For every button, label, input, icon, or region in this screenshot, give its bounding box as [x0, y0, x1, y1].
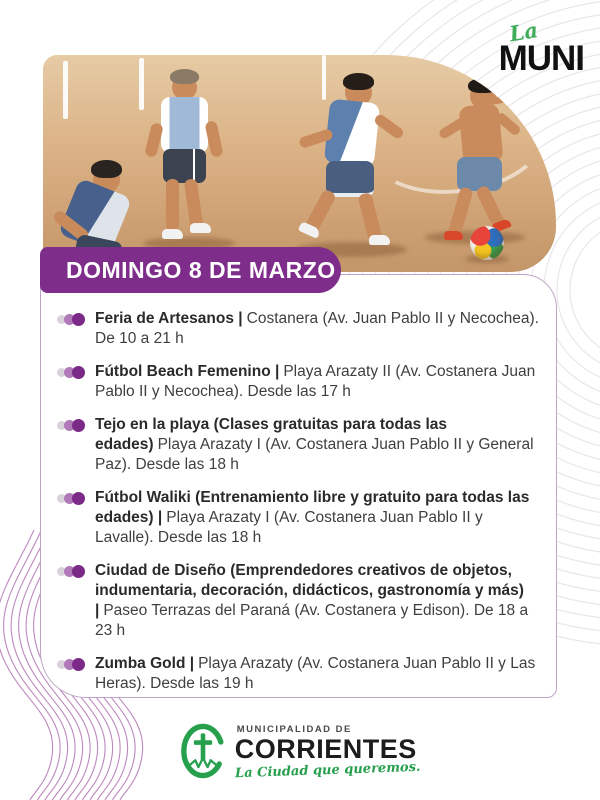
bullet-dots-icon: [55, 654, 95, 694]
date-banner: [40, 247, 341, 293]
player-figure: [428, 83, 528, 248]
la-muni-logo-muni: MUNI: [498, 39, 584, 78]
event-item: [55, 654, 542, 694]
event-text: [95, 415, 542, 475]
municipality-line1: MUNICIPALIDAD DE: [236, 724, 352, 736]
events-panel: [40, 274, 557, 698]
la-muni-logo-la: La: [507, 17, 540, 47]
event-text: [95, 309, 542, 349]
event-item: [55, 415, 542, 475]
event-item: [55, 488, 542, 548]
bullet-dots-icon: [55, 309, 95, 349]
event-title: Tejo en la playa (Clases gratuitas para todas las edades): [95, 416, 448, 453]
event-title: Feria de Artesanos |: [95, 310, 243, 327]
event-item: [55, 362, 542, 402]
event-title: Zumba Gold |: [95, 655, 195, 672]
bullet-dots-icon: [55, 561, 95, 641]
municipality-logo-text: [234, 724, 421, 781]
event-item: [55, 309, 542, 349]
event-title: Fútbol Beach Femenino |: [95, 363, 280, 380]
event-details: Paseo Terrazas del Paraná (Av. Costanera y Edison). De 18 a 23 h: [95, 602, 529, 639]
event-item: [55, 561, 542, 641]
municipality-logo: [0, 722, 600, 780]
la-muni-logo: [474, 17, 584, 78]
event-details: Costanera (Av. Juan Pablo II y Necochea). De 10 a 21 h: [95, 310, 539, 347]
event-text: [95, 561, 542, 641]
event-details: Playa Arazaty II (Av. Costanera Juan Pablo II y Necochea). Desde las 17 h: [95, 363, 536, 400]
goal-post: [63, 61, 68, 119]
event-title: Fútbol Waliki (Entrenamiento libre y gratuito para todas las edades) |: [95, 489, 530, 526]
event-text: [95, 488, 542, 548]
beach-soccer-photo: [43, 55, 556, 272]
bullet-dots-icon: [55, 488, 95, 548]
player-figure: [138, 67, 233, 252]
date-banner-text: DOMINGO 8 DE MARZO: [66, 256, 336, 283]
event-text: [95, 362, 542, 402]
player-figure: [293, 75, 411, 260]
municipality-tagline: La Ciudad que queremos.: [234, 759, 421, 781]
soccer-ball-icon: [470, 226, 504, 260]
event-title: Ciudad de Diseño (Emprendedores creativos de objetos, indumentaria, decoración, didácticos, gastronomía y más) |: [95, 562, 524, 619]
bullet-dots-icon: [55, 362, 95, 402]
event-details: Playa Arazaty I (Av. Costanera Juan Pablo II y Lavalle). Desde las 18 h: [95, 509, 483, 546]
bullet-dots-icon: [55, 415, 95, 475]
corrientes-cross-emblem-icon: [180, 722, 226, 780]
event-details: Playa Arazaty I (Av. Costanera Juan Pablo II y General Paz). Desde las 18 h: [95, 436, 534, 473]
municipality-line2: CORRIENTES: [234, 734, 417, 765]
event-details: Playa Arazaty (Av. Costanera Juan Pablo II y Las Heras). Desde las 19 h: [95, 655, 536, 692]
event-text: [95, 654, 542, 694]
